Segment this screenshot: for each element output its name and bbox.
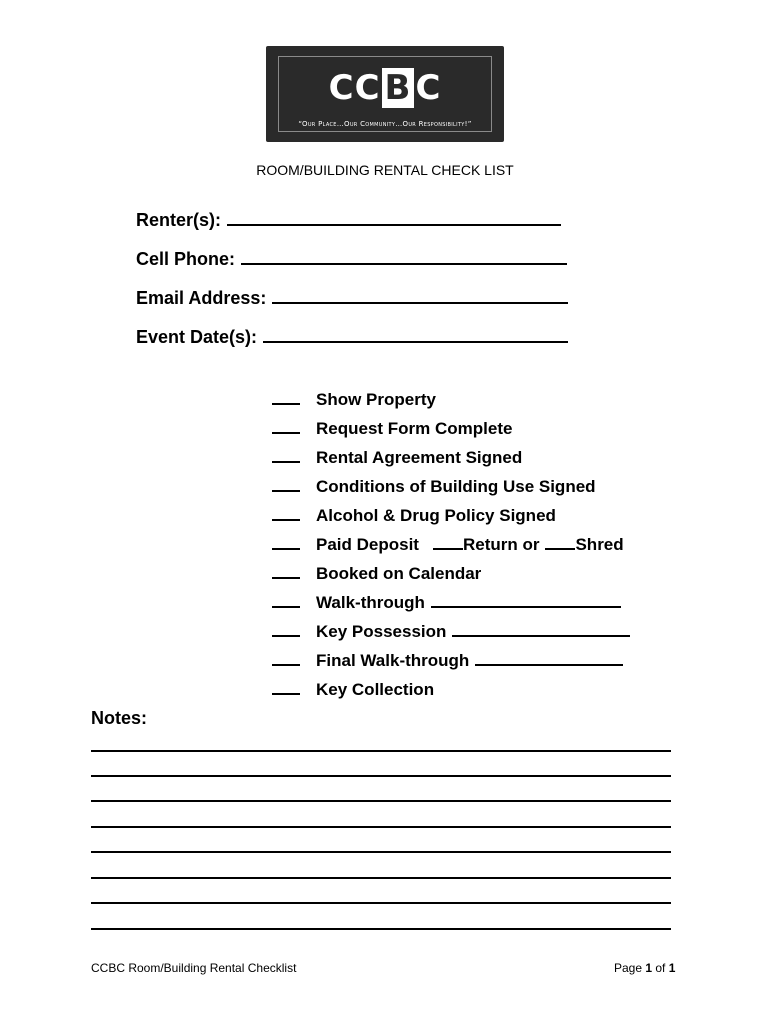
check-blank[interactable]: [272, 476, 300, 492]
check-blank[interactable]: [272, 621, 300, 637]
page-current: 1: [645, 961, 653, 975]
logo-wordmark: [266, 68, 504, 108]
check-blank[interactable]: [272, 505, 300, 521]
check-item-walk-through: [272, 592, 621, 613]
check-item-paid-deposit: [272, 534, 624, 555]
notes-line[interactable]: [91, 851, 671, 853]
check-item-final-walk-through: [272, 650, 623, 671]
notes-line[interactable]: [91, 775, 671, 777]
notes-line[interactable]: [91, 877, 671, 879]
ccbc-logo: [266, 46, 504, 142]
footer-document-name: CCBC Room/Building Rental Checklist: [91, 961, 297, 975]
cell-phone-line[interactable]: [241, 249, 567, 265]
event-dates-label: Event Date(s):: [136, 327, 258, 347]
check-blank[interactable]: [272, 679, 300, 695]
check-blank[interactable]: [272, 418, 300, 434]
notes-label: Notes:: [91, 708, 148, 728]
page-of: of: [652, 961, 669, 975]
check-label: Alcohol & Drug Policy Signed: [316, 506, 556, 525]
check-label: Show Property: [316, 390, 436, 409]
check-item-rental-agreement: [272, 447, 522, 468]
shred-label: Shred: [575, 535, 624, 554]
key-possession-line[interactable]: [452, 621, 630, 637]
notes-line[interactable]: [91, 928, 671, 930]
check-blank[interactable]: [272, 447, 300, 463]
renters-label: Renter(s):: [136, 210, 222, 230]
logo-letter-1: C: [328, 68, 355, 108]
check-blank[interactable]: [272, 650, 300, 666]
renters-line[interactable]: [227, 210, 561, 226]
shred-blank[interactable]: [545, 534, 575, 550]
check-blank[interactable]: [272, 592, 300, 608]
notes-line[interactable]: [91, 750, 671, 752]
renters-field: [136, 210, 561, 231]
page-total: 1: [668, 961, 676, 975]
check-label: Rental Agreement Signed: [316, 448, 523, 467]
notes-line[interactable]: [91, 800, 671, 802]
check-item-conditions: [272, 476, 596, 497]
logo-letter-2: C: [354, 68, 381, 108]
check-label: Conditions of Building Use Signed: [316, 477, 596, 496]
logo-letter-4: C: [415, 68, 442, 108]
cell-phone-label: Cell Phone:: [136, 249, 236, 269]
email-field: [136, 288, 568, 309]
return-or-label: Return or: [462, 535, 540, 554]
check-label: Key Collection: [316, 680, 435, 699]
check-item-booked: [272, 563, 481, 584]
check-item-key-collection: [272, 679, 434, 700]
email-label: Email Address:: [136, 288, 267, 308]
check-label: Key Possession: [316, 622, 447, 641]
footer-page-number: [614, 961, 675, 975]
check-label: Request Form Complete: [316, 419, 513, 438]
event-dates-line[interactable]: [263, 327, 568, 343]
check-label: Booked on Calendar: [316, 564, 482, 583]
logo-letter-3: B: [382, 68, 415, 108]
check-blank[interactable]: [272, 534, 300, 550]
email-line[interactable]: [272, 288, 568, 304]
cell-phone-field: [136, 249, 567, 270]
check-item-key-possession: [272, 621, 630, 642]
check-item-show-property: [272, 389, 436, 410]
check-label: Walk-through: [316, 593, 425, 612]
return-blank[interactable]: [433, 534, 463, 550]
final-walk-through-line[interactable]: [475, 650, 623, 666]
page-prefix: Page: [614, 961, 646, 975]
check-label: Paid Deposit: [316, 535, 419, 554]
check-blank[interactable]: [272, 389, 300, 405]
event-dates-field: [136, 327, 568, 348]
notes-line[interactable]: [91, 826, 671, 828]
check-blank[interactable]: [272, 563, 300, 579]
logo-tagline: “Our Place…Our Community…Our Responsibility!”: [298, 120, 472, 128]
check-item-alcohol-policy: [272, 505, 556, 526]
check-label: Final Walk-through: [316, 651, 470, 670]
walk-through-line[interactable]: [431, 592, 621, 608]
notes-line[interactable]: [91, 902, 671, 904]
page-title: ROOM/BUILDING RENTAL CHECK LIST: [256, 162, 514, 178]
check-item-request-form: [272, 418, 512, 439]
